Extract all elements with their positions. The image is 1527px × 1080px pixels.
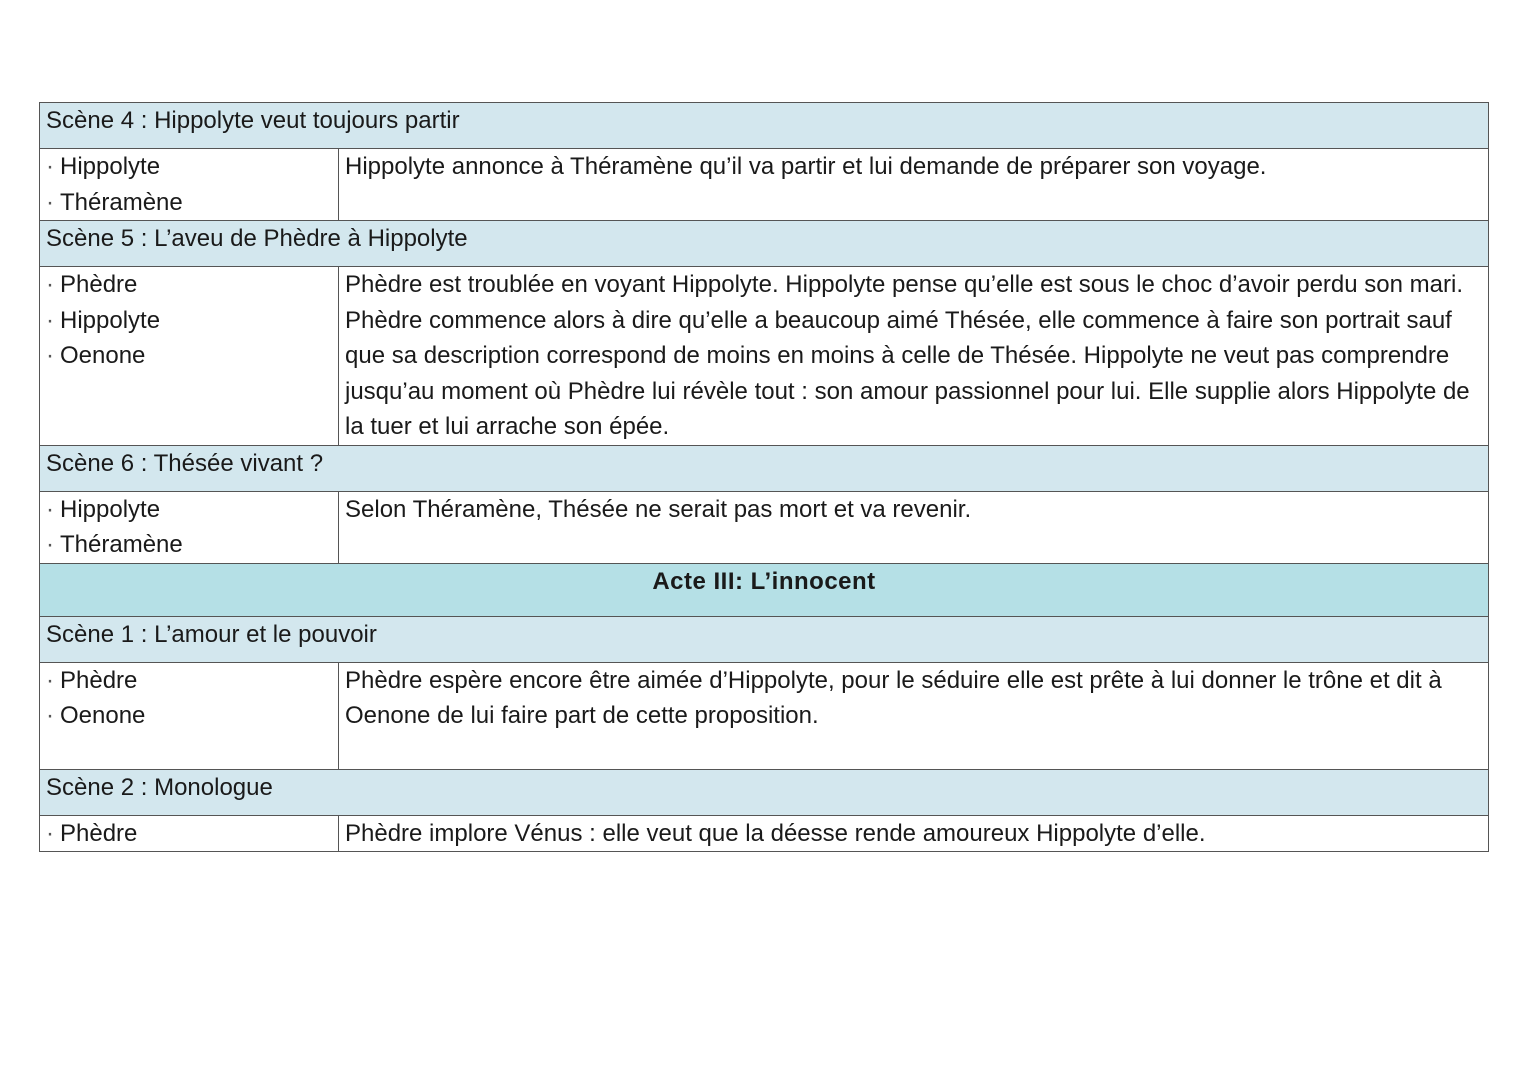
scene-summary-text: Phèdre espère encore être aimée d’Hippolyte, pour le séduire elle est prête à lui donner le trône et dit à Oenone de lui faire part de cette proposition. xyxy=(345,666,1442,729)
scene-title: Scène 6 : Thésée vivant ? xyxy=(40,445,1489,491)
character-item: · Hippolyte xyxy=(46,303,332,339)
act-title: Acte III: L’innocent xyxy=(40,563,1489,616)
scene-body-row xyxy=(40,491,1489,563)
scene-body-row xyxy=(40,815,1489,852)
scene-body-row xyxy=(40,662,1489,769)
scene-characters xyxy=(40,267,339,446)
scene-summary-text: Selon Théramène, Thésée ne serait pas mort et va revenir. xyxy=(345,495,972,523)
scene-characters xyxy=(40,815,339,852)
scene-summary-text: Hippolyte annonce à Théramène qu’il va partir et lui demande de préparer son voyage. xyxy=(345,153,1267,180)
scene-header-row xyxy=(40,616,1489,662)
scene-title: Scène 2 : Monologue xyxy=(40,769,1489,815)
scene-summary-table xyxy=(39,102,1489,852)
character-item: · Oenone xyxy=(46,338,332,374)
scene-summary xyxy=(339,662,1489,769)
scene-header-row xyxy=(40,103,1489,149)
scene-summary-text: Phèdre est troublée en voyant Hippolyte. Hippolyte pense qu’elle est sous le choc d’avoir perdu son mari. Phèdre commence alors à dire qu’elle a beaucoup aimé Thésée, elle commence à faire son portrait sauf que sa description correspond de moins en moins à celle de Thésée. Hippolyte ne veut pas comprendre jusqu’au moment où Phèdre lui révèle tout : son amour passionnel pour lui. Elle supplie alors Hippolyte de la tuer et lui arrache son épée. xyxy=(345,271,1470,440)
character-item: · Théramène xyxy=(46,527,332,563)
character-item: · Hippolyte xyxy=(46,492,332,528)
scene-title: Scène 4 : Hippolyte veut toujours partir xyxy=(40,103,1489,149)
character-item: · Phèdre xyxy=(46,663,332,699)
scene-title: Scène 1 : L’amour et le pouvoir xyxy=(40,616,1489,662)
scene-header-row xyxy=(40,445,1489,491)
scene-summary xyxy=(339,815,1489,852)
act-header-row xyxy=(40,563,1489,616)
scene-body-row xyxy=(40,267,1489,446)
scene-summary xyxy=(339,491,1489,563)
character-item: · Oenone xyxy=(46,698,332,734)
scene-body-row xyxy=(40,149,1489,221)
character-item: · Phèdre xyxy=(46,267,332,303)
scene-summary xyxy=(339,149,1489,221)
scene-characters xyxy=(40,662,339,769)
scene-summary xyxy=(339,267,1489,446)
scene-summary-text: Phèdre implore Vénus : elle veut que la déesse rende amoureux Hippolyte d’elle. xyxy=(345,819,1206,847)
character-item: · Théramène xyxy=(46,185,332,221)
scene-header-row xyxy=(40,221,1489,267)
scene-header-row xyxy=(40,769,1489,815)
scene-title: Scène 5 : L’aveu de Phèdre à Hippolyte xyxy=(40,221,1489,267)
scene-characters xyxy=(40,491,339,563)
scene-characters xyxy=(40,149,339,221)
character-item: · Phèdre xyxy=(46,816,332,852)
character-item: · Hippolyte xyxy=(46,149,332,185)
